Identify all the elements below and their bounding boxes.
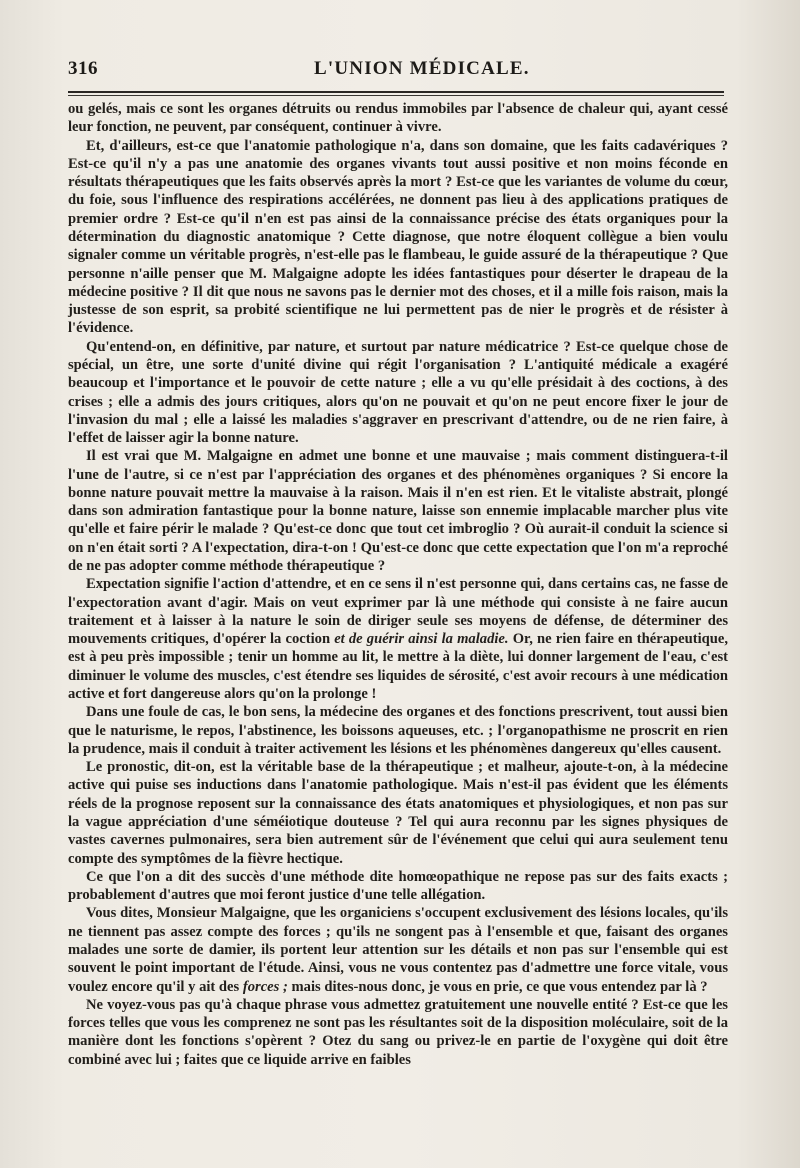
paragraph [68, 996, 728, 1069]
paragraph-text: Expectation signifie l'action d'attendre, et en ce sens il n'est personne qui, dans certains cas, ne fasse de l'expectoration avant d'agir. Mais on veut exprimer par là une méthode qui consiste à ne faire aucun traitement et à laisser à la nature le soin de diriger seule ses moyens de défense, de déterminer des mouvements critiques, d'opérer la coction [68, 576, 728, 648]
paragraph [68, 447, 728, 575]
paragraph-text: Ne voyez-vous pas qu'à chaque phrase vous admettez gratuitement une nouvelle entité ? Est-ce que les forces telles que vous les comprenez ne sont pas les résultantes soit de la disposition moléculaire, soit de la manière dont les fonctions s'opèrent ? Otez du sang ou privez-le en partie de l'oxygène qui doit être combiné avec lui ; faites que ce liquide arrive en faibles [68, 996, 728, 1068]
paragraph-text: Et, d'ailleurs, est-ce que l'anatomie pathologique n'a, dans son domaine, que les faits cadavériques ? Est-ce qu'il n'y a pas une anatomie des organes vivants tout aussi positive et non moins féconde en résultats thérapeutiques que les faits observés après la mort ? Est-ce que les variantes de volume du cœur, du foie, sous l'influence des respirations accélérées, ne donnent pas lieu à des applications pratiques de premier ordre ? Est-ce qu'il n'en est pas ainsi de la connaissance précise des états organiques pour la détermination du diagnostic anatomique ? Cette diagnose, que notre éloquent collègue a bien voulu signaler comme un véritable progrès, n'est-elle pas le flambeau, le guide assuré de la thérapeutique ? Que personne n'aille penser que M. Malgaigne adopte les idées fantastiques pour déserter le drapeau de la médecine positive ? Il dit que nous ne savons pas le dernier mot des choses, et il a mille fois raison, mais la justesse de son esprit, sa probité scientifique ne lui permettent pas de nier le progrès et de résister à l'évidence. [68, 137, 728, 337]
paragraph-text: Le pronostic, dit-on, est la véritable base de la thérapeutique ; et malheur, ajoute-t-on, à la médecine active qui puise ses inductions dans l'anatomie pathologique. Mais n'est-il pas évident que les éléments réels de la prognose reposent sur la connaissance des états anatomiques et physiologiques, et non pas sur la vague appréciation d'une séméiotique douteuse ? Tel qui aura reconnu par les signes physiques de vastes cavernes pulmonaires, sera bien autrement sûr de l'événement que celui qui aura seulement tenu compte des symptômes de la fièvre hectique. [68, 759, 728, 867]
paragraph [68, 758, 728, 868]
paragraph [68, 868, 728, 905]
paragraph-text-after: mais dites-nous donc, je vous en prie, ce que vous entendez par là ? [287, 978, 708, 995]
page-header [68, 56, 724, 82]
article-body [68, 100, 728, 1069]
paragraph-italic: forces ; [242, 978, 288, 995]
paragraph-text-after: Or, ne rien faire en thérapeutique, est à peu près impossible ; tenir un homme au lit, le mettre à la diète, lui donner largement de l'eau, c'est diminuer le volume des muscles, c'est étendre ses liquides de sérosité, c'est avoir recours à une médication active et fort dangereuse alors qu'on la prolonge ! [68, 631, 728, 702]
page-number: 316 [68, 58, 98, 79]
paragraph-italic: et de guérir ainsi la maladie. [334, 631, 509, 648]
paragraph-text: ou gelés, mais ce sont les organes détruits ou rendus immobiles par l'absence de chaleur qui, ayant cessé leur fonction, ne peuvent, par conséquent, continuer à vivre. [68, 101, 728, 136]
paragraph-text: Qu'entend-on, en définitive, par nature, et surtout par nature médicatrice ? Est-ce quelque chose de spécial, un être, une sorte d'unité divine qui régit l'organisation ? L'antiquité médicale a exagéré beaucoup et l'importance et le pouvoir de cette nature ; elle a vu qu'elle présidait à des coctions, à des crises ; elle a admis des jours critiques, alors qu'on ne pouvait et qu'on ne peut encore fixer le jour de l'invasion du mal ; elle a laissé les maladies s'aggraver en prescrivant d'attendre, ou de ne rien faire, à l'effet de laisser agir la bonne nature. [68, 338, 728, 447]
paragraph [68, 338, 728, 448]
header-rule [68, 91, 724, 93]
paragraph [68, 100, 728, 137]
paragraph-text: Vous dites, Monsieur Malgaigne, que les organiciens s'occupent exclusivement des lésions locales, qu'ils ne tiennent pas assez compte des forces ; qu'ils ne songent pas à l'ensemble et que, faisant des organes malades une sorte de damier, ils portent leur attention sur les détails et non pas sur l'ensemble qui est souvent le point important de l'étude. Ainsi, vous ne vous contentez pas d'admettre une force vitale, vous voulez encore qu'il y ait des [68, 905, 728, 995]
paragraph-text: Dans une foule de cas, le bon sens, la médecine des organes et des fonctions prescrivent, tout aussi bien que le naturisme, le repos, l'abstinence, les boissons aqueuses, etc. ; l'organopathisme ne proscrit en rien la prudence, mais il conduit à traiter activement les lésions et les phénomènes dangereux qu'elles causent. [68, 704, 728, 757]
paragraph [68, 575, 728, 703]
header-rule-thin [68, 95, 724, 96]
paragraph [68, 137, 728, 338]
paragraph-text: Il est vrai que M. Malgaigne en admet une bonne et une mauvaise ; mais comment distinguera-t-il l'une de l'autre, si ce n'est par l'appréciation des organes et des phénomènes organiques ? Si encore la bonne nature pouvait mettre la mauvaise à la raison. Mais il n'en est rien. Et le vitaliste abstrait, plongé dans son admiration fantastique pour la bonne nature, laisse son ennemie implacable marcher plus vite qu'elle et faire périr le malade ? Qu'est-ce donc que tout cet imbroglio ? Où aurait-il conduit la science si on n'en était sorti ? A l'expectation, dira-t-on ! Qu'est-ce donc que cette expectation que l'on m'a reproché de ne pas adopter comme méthode thérapeutique ? [68, 448, 728, 575]
paragraph [68, 904, 728, 995]
paragraph-text: Ce que l'on a dit des succès d'une méthode dite homœopathique ne repose pas sur des faits exacts ; probablement d'autres que moi feront justice d'une telle allégation. [68, 868, 728, 904]
running-title: L'UNION MÉDICALE. [314, 58, 530, 79]
paragraph [68, 703, 728, 758]
